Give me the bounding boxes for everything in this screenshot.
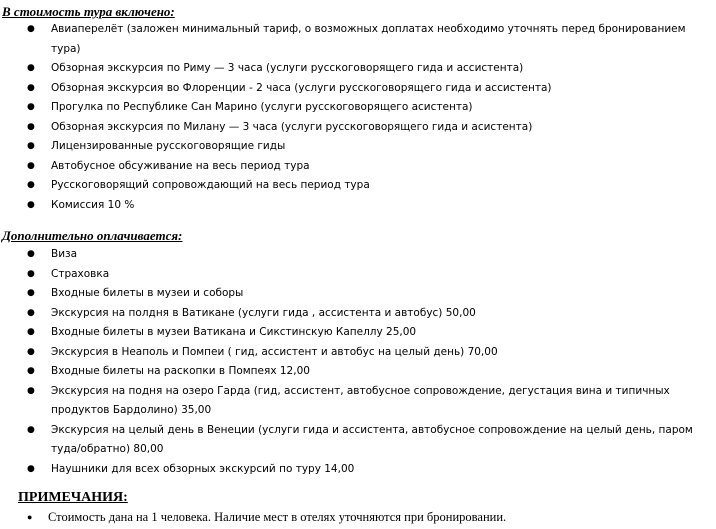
list-item: ● Обзорная экскурсия по Риму — 3 часа (услуги русскоговорящего гида и ассистента) <box>0 59 716 79</box>
list-item: ● Наушники для всех обзорных экскурсий по туру 14,00 <box>0 460 716 480</box>
list-item: ● Входные билеты в музеи и соборы <box>0 284 716 304</box>
bullet-icon: ● <box>27 512 33 522</box>
extra-heading: Дополнительно оплачивается: <box>2 228 183 243</box>
list-item: ● Экскурсия в Неаполь и Помпеи ( гид, ассистент и автобус на целый день) 70,00 <box>0 343 716 363</box>
bullet-icon: ● <box>27 385 35 396</box>
list-item: ● Входные билеты в музеи Ватикана и Сикстинскую Капеллу 25,00 <box>0 323 716 343</box>
list-item: ● Прогулка по Республике Сан Марино (услуги русскоговорящего асистента) <box>0 98 716 118</box>
bullet-icon: ● <box>27 268 35 279</box>
included-list <box>0 20 716 215</box>
list-item: ● Экскурсия на целый день в Венеции (услуги гида и ассистента, автобусное сопровождение на целый день, паром туда/обратно) 80,00 <box>0 421 716 460</box>
bullet-icon: ● <box>27 327 35 337</box>
bullet-icon: ● <box>27 141 35 151</box>
bullet-icon: ● <box>27 24 35 34</box>
list-item: ● Страховка <box>0 265 716 285</box>
list-item: ● Обзорная экскурсия во Флоренции - 2 часа (услуги русскоговорящего гида и ассистента) <box>0 79 716 99</box>
list-item: ● Входные билеты на раскопки в Помпеях 12,00 <box>0 362 716 382</box>
bullet-icon: ● <box>27 199 35 210</box>
list-item: ● Комиссия 10 % <box>0 196 716 216</box>
bullet-icon: ● <box>27 288 35 298</box>
bullet-icon: ● <box>27 249 35 259</box>
bullet-icon: ● <box>27 180 35 190</box>
bullet-icon: ● <box>27 307 35 318</box>
list-item: ● Автобусное обсуживание на весь период тура <box>0 157 716 177</box>
bullet-icon: ● <box>27 82 35 93</box>
list-item: ● Стоимость дана на 1 человека. Наличие мест в отелях уточняются при бронировании. <box>0 508 716 528</box>
list-item: ● Обзорная экскурсия по Милану — 3 часа (услуги русскоговорящего гида и асистента) <box>0 118 716 138</box>
bullet-icon: ● <box>27 346 35 357</box>
list-item: ● Русскоговорящий сопровождающий на весь период тура <box>0 176 716 196</box>
bullet-icon: ● <box>27 366 35 376</box>
list-item: ● Лицензированные русскоговорящие гиды <box>0 137 716 157</box>
included-heading: В стоимость тура включено: <box>2 4 175 19</box>
list-item: ● Экскурсия на полдня в Ватикане (услуги гида , ассистента и автобус) 50,00 <box>0 304 716 324</box>
bullet-icon: ● <box>27 160 35 171</box>
extra-list <box>0 245 716 479</box>
bullet-icon: ● <box>27 424 35 435</box>
bullet-icon: ● <box>27 463 35 474</box>
bullet-icon: ● <box>27 63 35 73</box>
list-item: ● Авиаперелёт (заложен минимальный тариф, о возможных доплатах необходимо уточнять перед бронированием тура) <box>0 20 716 59</box>
list-item: ● Экскурсия на подня на озеро Гарда (гид, ассистент, автобусное сопровождение, дегустация вина и типичных продуктов Бардолино) 35,00 <box>0 382 716 421</box>
notes-heading: ПРИМЕЧАНИЯ: <box>18 490 128 505</box>
bullet-icon: ● <box>27 102 35 112</box>
list-item: ● Виза <box>0 245 716 265</box>
notes-list <box>0 508 716 528</box>
bullet-icon: ● <box>27 121 35 132</box>
